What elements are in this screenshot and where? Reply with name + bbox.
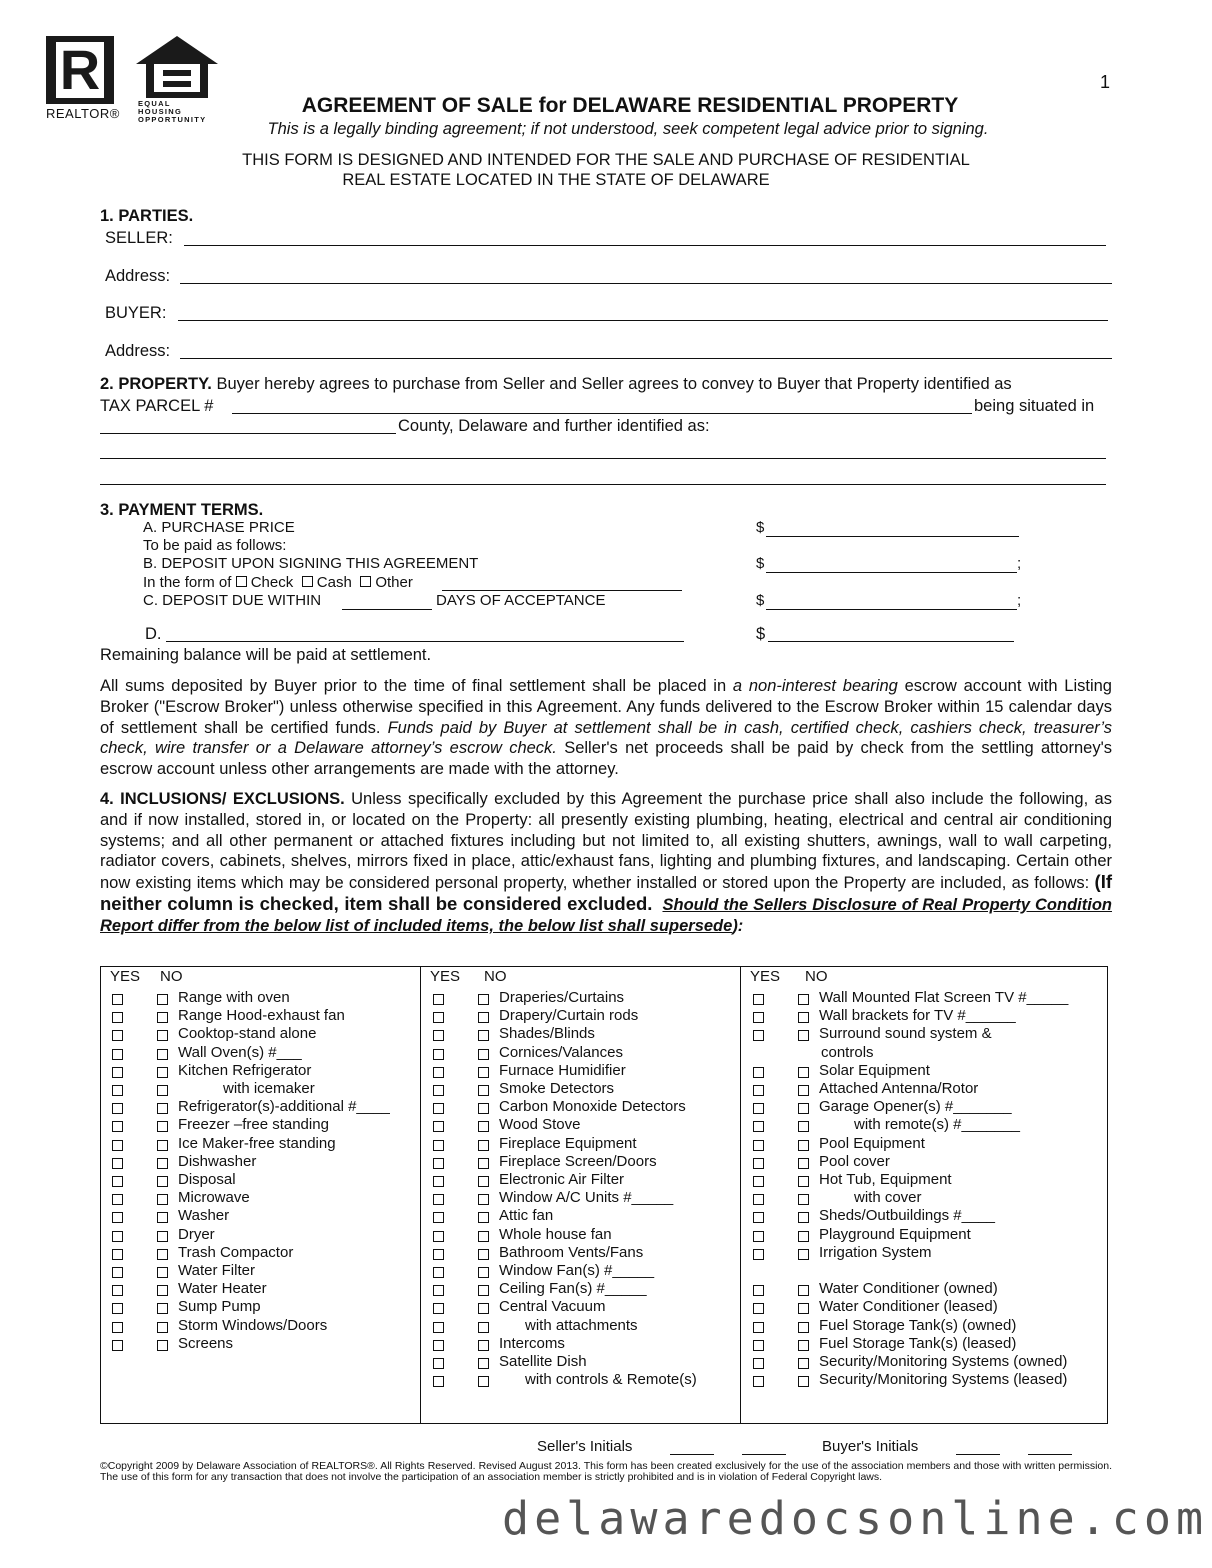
- inclusion-item-label: with icemaker: [223, 1080, 315, 1097]
- no-checkbox[interactable]: [157, 1231, 168, 1242]
- no-checkbox[interactable]: [478, 1140, 489, 1151]
- inclusion-item-label: Playground Equipment: [819, 1225, 971, 1243]
- cash-checkbox[interactable]: [302, 576, 313, 587]
- no-checkbox[interactable]: [478, 1249, 489, 1260]
- yes-checkbox[interactable]: [433, 1067, 444, 1078]
- inclusions-tail: ):: [732, 916, 744, 935]
- inclusion-item-label: Window Fan(s) #_____: [499, 1262, 655, 1279]
- yes-header: YES: [430, 968, 461, 985]
- yes-checkbox[interactable]: [112, 1231, 123, 1242]
- yes-checkbox[interactable]: [112, 1285, 123, 1296]
- yes-checkbox[interactable]: [112, 1322, 123, 1333]
- yes-checkbox[interactable]: [753, 1030, 764, 1041]
- no-checkbox[interactable]: [478, 1158, 489, 1169]
- situated-text: being situated in: [974, 397, 1095, 415]
- buyer-address-label: Address:: [105, 342, 171, 360]
- yes-checkbox[interactable]: [433, 1030, 444, 1041]
- no-checkbox[interactable]: [157, 1249, 168, 1260]
- no-checkbox[interactable]: [157, 1103, 168, 1114]
- inclusion-item-label: Water Filter: [178, 1262, 255, 1279]
- page-subtitle: This is a legally binding agreement; if not understood, seek competent legal advice prior to signing.: [267, 120, 989, 138]
- inclusions-supersede-note: Should the Sellers Disclosure of Real Property Condition Report differ from the below list of included items, the below list shall supersede: [100, 895, 1112, 935]
- yes-checkbox[interactable]: [753, 1340, 764, 1351]
- inclusion-item-label: Washer: [178, 1207, 230, 1225]
- inclusion-item-label: Whole house fan: [499, 1225, 612, 1243]
- yes-checkbox[interactable]: [112, 1085, 123, 1096]
- inclusion-item-label: Irrigation System: [819, 1243, 932, 1261]
- yes-checkbox[interactable]: [753, 1285, 764, 1296]
- purchase-price-label: A. PURCHASE PRICE: [143, 519, 295, 536]
- yes-checkbox[interactable]: [753, 1303, 764, 1314]
- no-checkbox[interactable]: [798, 994, 809, 1005]
- inclusion-item-label: Disposal: [178, 1171, 236, 1188]
- deposit-form-label: In the form of: [143, 574, 232, 591]
- inclusion-item-label: Sheds/Outbuildings #____: [819, 1207, 995, 1225]
- inclusion-item-label: Hot Tub, Equipment: [819, 1171, 952, 1188]
- item-d-dollar: $: [756, 625, 766, 643]
- yes-checkbox[interactable]: [433, 1376, 444, 1387]
- realtor-r-letter: R: [59, 38, 101, 101]
- yes-checkbox[interactable]: [753, 1231, 764, 1242]
- inclusion-item-label: Wood Stove: [499, 1116, 581, 1134]
- yes-header: YES: [750, 968, 781, 985]
- yes-checkbox[interactable]: [112, 1049, 123, 1060]
- no-checkbox[interactable]: [798, 1140, 809, 1151]
- inclusion-item-label: Attached Antenna/Rotor: [819, 1080, 979, 1097]
- inclusion-item-label: Shades/Blinds: [499, 1025, 595, 1043]
- no-checkbox[interactable]: [157, 1012, 168, 1023]
- tax-parcel-field[interactable]: [232, 413, 972, 414]
- no-checkbox[interactable]: [478, 1340, 489, 1351]
- yes-header: YES: [110, 968, 141, 985]
- page-title: AGREEMENT OF SALE for DELAWARE RESIDENTIAL PROPERTY: [301, 94, 959, 117]
- tax-parcel-label: TAX PARCEL #: [100, 397, 214, 415]
- inclusion-item-label: Water Conditioner (leased): [819, 1298, 998, 1316]
- no-checkbox[interactable]: [478, 1322, 489, 1333]
- item-d-field[interactable]: [166, 641, 684, 642]
- inclusion-item-label: Cooktop-stand alone: [178, 1025, 317, 1043]
- no-checkbox[interactable]: [157, 1340, 168, 1351]
- inclusion-item-label: Fireplace Equipment: [499, 1134, 637, 1152]
- seller-initials-field-2[interactable]: [742, 1454, 786, 1455]
- no-checkbox[interactable]: [157, 1121, 168, 1132]
- parties-heading: 1. PARTIES.: [100, 207, 194, 225]
- inclusion-item-label: Range Hood-exhaust fan: [178, 1007, 345, 1025]
- item-d-label: D.: [145, 625, 162, 643]
- yes-checkbox[interactable]: [433, 1212, 444, 1223]
- inclusion-item-label: Fuel Storage Tank(s) (owned): [819, 1316, 1017, 1334]
- no-checkbox[interactable]: [157, 1067, 168, 1078]
- yes-checkbox[interactable]: [433, 1012, 444, 1023]
- check-label: Check: [250, 574, 294, 591]
- inclusion-item-label: Storm Windows/Doors: [178, 1316, 328, 1334]
- yes-checkbox[interactable]: [753, 1121, 764, 1132]
- inclusion-item-label: Screens: [178, 1334, 234, 1352]
- no-checkbox[interactable]: [157, 1303, 168, 1314]
- no-checkbox[interactable]: [157, 1140, 168, 1151]
- yes-checkbox[interactable]: [433, 1340, 444, 1351]
- no-checkbox[interactable]: [798, 1285, 809, 1296]
- other-field[interactable]: [442, 590, 682, 591]
- yes-checkbox[interactable]: [753, 1249, 764, 1260]
- buyer-initials-field-1[interactable]: [956, 1454, 1000, 1455]
- yes-checkbox[interactable]: [433, 1103, 444, 1114]
- yes-checkbox[interactable]: [433, 1285, 444, 1296]
- no-checkbox[interactable]: [798, 1067, 809, 1078]
- property-intro: [100, 374, 1012, 394]
- property-text: Buyer hereby agrees to purchase from Seller and Seller agrees to convey to Buyer that Property identified as: [211, 375, 1012, 393]
- seller-field[interactable]: [184, 245, 1106, 246]
- design-notice-line-2: REAL ESTATE LOCATED IN THE STATE OF DELAWARE: [342, 171, 770, 189]
- escrow-italic-2: Funds paid by Buyer at settlement shall be in cash, certified check, cashiers check, treasurer’s check, wire transfer or a Delaware attorney’s escrow check.: [100, 718, 1112, 758]
- yes-checkbox[interactable]: [112, 1067, 123, 1078]
- yes-checkbox[interactable]: [433, 1267, 444, 1278]
- no-checkbox[interactable]: [478, 1376, 489, 1387]
- inclusion-item-label: with attachments: [525, 1316, 638, 1334]
- inclusion-item-label: Freezer –free standing: [178, 1116, 329, 1134]
- inclusion-item-label: Pool cover: [819, 1152, 890, 1170]
- deposit-due-semicolon: ;: [1017, 592, 1022, 609]
- property-heading: 2. PROPERTY.: [100, 375, 212, 393]
- inclusion-item-label: Bathroom Vents/Fans: [499, 1243, 644, 1261]
- deposit-due-dollar: $: [756, 592, 765, 609]
- yes-checkbox[interactable]: [433, 1121, 444, 1132]
- no-header: NO: [805, 968, 828, 985]
- yes-checkbox[interactable]: [753, 1176, 764, 1187]
- no-checkbox[interactable]: [478, 1085, 489, 1096]
- inclusion-item-label: Water Heater: [178, 1280, 267, 1298]
- escrow-text-2: escrow account with Listing Broker ("Escrow Broker") unless otherwise specified in this Agreement. Any funds delivered to the Escrow Broker within 15 calendar days of settlement shall be certified funds.: [100, 677, 1112, 737]
- no-checkbox[interactable]: [798, 1121, 809, 1132]
- no-checkbox[interactable]: [798, 1012, 809, 1023]
- inclusion-item-label: Ice Maker-free standing: [178, 1134, 336, 1152]
- inclusion-item-label: Security/Monitoring Systems (owned): [819, 1353, 1068, 1370]
- property-description-line-1[interactable]: [100, 458, 1106, 459]
- inclusions-text: Unless specifically excluded by this Agreement the purchase price shall also include the following, as and if now installed, stored in, or located on the Property: all presently existing plumbing, heating, electrical and central air conditioning systems; and all other permanent or attached fixtures including but not limited to, all existing shutters, awnings, wall to wall carpeting, radiator covers, cabinets, shelves, mirrors fixed in place, attic/exhaust fans, lighting and plumbing fixtures, and landscaping. Certain other now existing items which may be considered personal property, whether installed or stored upon the Property are included, as follows:: [100, 790, 1112, 893]
- no-checkbox[interactable]: [798, 1194, 809, 1205]
- no-checkbox[interactable]: [478, 1194, 489, 1205]
- inclusion-item-label: with cover: [854, 1189, 922, 1207]
- seller-label: SELLER:: [105, 229, 173, 247]
- yes-checkbox[interactable]: [753, 1085, 764, 1096]
- yes-checkbox[interactable]: [433, 1303, 444, 1314]
- yes-checkbox[interactable]: [433, 1358, 444, 1369]
- deposit-signing-label: B. DEPOSIT UPON SIGNING THIS AGREEMENT: [143, 555, 479, 572]
- yes-checkbox[interactable]: [112, 1212, 123, 1223]
- yes-checkbox[interactable]: [112, 1030, 123, 1041]
- inclusion-item-label: Satellite Dish: [499, 1353, 587, 1370]
- yes-checkbox[interactable]: [753, 1358, 764, 1369]
- no-checkbox[interactable]: [157, 1267, 168, 1278]
- no-checkbox[interactable]: [798, 1231, 809, 1242]
- no-checkbox[interactable]: [157, 1322, 168, 1333]
- yes-checkbox[interactable]: [433, 1140, 444, 1151]
- yes-checkbox[interactable]: [433, 1049, 444, 1060]
- inclusion-item-label: Central Vacuum: [499, 1298, 606, 1316]
- yes-checkbox[interactable]: [433, 1176, 444, 1187]
- county-field[interactable]: [100, 433, 396, 434]
- yes-checkbox[interactable]: [112, 1140, 123, 1151]
- yes-checkbox[interactable]: [433, 994, 444, 1005]
- escrow-paragraph: [100, 676, 1112, 780]
- inclusion-item-label: Range with oven: [178, 989, 290, 1006]
- inclusion-item-label: Cornices/Valances: [499, 1043, 623, 1061]
- yes-checkbox[interactable]: [112, 1249, 123, 1260]
- escrow-text-1: All sums deposited by Buyer prior to the time of final settlement shall be placed in: [100, 677, 733, 695]
- inclusion-item-label: Ceiling Fan(s) #_____: [499, 1280, 647, 1298]
- inclusion-item-label: Kitchen Refrigerator: [178, 1061, 312, 1079]
- inclusion-item-label: Intercoms: [499, 1334, 565, 1352]
- inclusion-item-label: Fuel Storage Tank(s) (leased): [819, 1334, 1017, 1352]
- yes-checkbox[interactable]: [112, 1340, 123, 1351]
- no-checkbox[interactable]: [478, 1303, 489, 1314]
- no-checkbox[interactable]: [798, 1212, 809, 1223]
- inclusion-item-label: with remote(s) #_______: [854, 1116, 1020, 1134]
- no-checkbox[interactable]: [478, 1067, 489, 1078]
- buyer-address-field[interactable]: [180, 358, 1112, 359]
- inclusions-table: [100, 966, 1108, 1424]
- cash-label: Cash: [316, 574, 352, 591]
- inclusion-item-label: Furnace Humidifier: [499, 1061, 626, 1079]
- seller-address-field[interactable]: [180, 283, 1112, 284]
- inclusion-item-label: Smoke Detectors: [499, 1080, 615, 1097]
- no-checkbox[interactable]: [157, 1085, 168, 1096]
- to-be-paid-label: To be paid as follows:: [143, 537, 287, 554]
- no-header: NO: [160, 968, 183, 985]
- no-checkbox[interactable]: [157, 1030, 168, 1041]
- table-column-2: [420, 967, 741, 1423]
- no-checkbox[interactable]: [798, 1303, 809, 1314]
- escrow-text-3: Seller's net proceeds shall be paid by check from the settling attorney's escrow account unless other arrangements are made with the attorney.: [100, 739, 1112, 779]
- sellers-initials-label: Seller's Initials: [537, 1438, 633, 1455]
- buyer-initials-field-2[interactable]: [1028, 1454, 1072, 1455]
- purchase-price-dollar: $: [756, 519, 765, 536]
- no-checkbox[interactable]: [798, 1176, 809, 1187]
- inclusion-item-label: Attic fan: [499, 1207, 554, 1225]
- inclusion-item-label: Dryer: [178, 1225, 215, 1243]
- inclusion-item-label: Solar Equipment: [819, 1061, 930, 1079]
- county-text: County, Delaware and further identified as:: [398, 417, 710, 435]
- inclusion-item-label: Fireplace Screen/Doors: [499, 1152, 657, 1170]
- yes-checkbox[interactable]: [753, 1194, 764, 1205]
- yes-checkbox[interactable]: [753, 1012, 764, 1023]
- inclusion-item-label: Draperies/Curtains: [499, 989, 625, 1006]
- yes-checkbox[interactable]: [112, 1103, 123, 1114]
- no-checkbox[interactable]: [798, 1158, 809, 1169]
- yes-checkbox[interactable]: [753, 1322, 764, 1333]
- no-checkbox[interactable]: [478, 1012, 489, 1023]
- buyer-label: BUYER:: [105, 304, 167, 322]
- yes-checkbox[interactable]: [753, 1067, 764, 1078]
- inclusion-item-label: Electronic Air Filter: [499, 1171, 625, 1188]
- no-checkbox[interactable]: [478, 1103, 489, 1114]
- equal-housing-house-icon: [134, 34, 220, 100]
- no-checkbox[interactable]: [478, 1030, 489, 1041]
- deposit-form-row: [143, 574, 413, 592]
- property-description-line-2[interactable]: [100, 484, 1106, 485]
- eho-line-1: EQUAL HOUSING: [138, 99, 183, 116]
- no-checkbox[interactable]: [798, 1358, 809, 1369]
- inclusions-paragraph: [100, 789, 1112, 937]
- eho-line-2: OPPORTUNITY: [138, 115, 207, 124]
- no-header: NO: [484, 968, 507, 985]
- no-checkbox[interactable]: [798, 1249, 809, 1260]
- deposit-due-days-field[interactable]: [342, 609, 432, 610]
- deposit-due-field[interactable]: [766, 609, 1017, 610]
- no-checkbox[interactable]: [478, 1176, 489, 1187]
- copyright-notice: ©Copyright 2009 by Delaware Association of REALTORS®. All Rights Reserved. Revised August 2013. This form has been created exclusively for the use of the association members and those with written permission. The use of this form for any transaction that does not involve the participation of an association member is strictly prohibited and is in violation of Federal Copyright laws.: [100, 1460, 1112, 1483]
- inclusion-item-label: Carbon Monoxide Detectors: [499, 1098, 686, 1116]
- purchase-price-field[interactable]: [766, 536, 1019, 537]
- inclusion-item-label: Garage Opener(s) #_______: [819, 1098, 1012, 1116]
- table-column-1: [101, 967, 421, 1423]
- no-checkbox[interactable]: [478, 1049, 489, 1060]
- no-checkbox[interactable]: [478, 1285, 489, 1296]
- yes-checkbox[interactable]: [433, 1158, 444, 1169]
- inclusion-item-label: Pool Equipment: [819, 1134, 925, 1152]
- no-checkbox[interactable]: [157, 1049, 168, 1060]
- other-label: Other: [375, 574, 413, 591]
- inclusion-item-label: Security/Monitoring Systems (leased): [819, 1371, 1068, 1389]
- check-checkbox[interactable]: [236, 576, 247, 587]
- no-checkbox[interactable]: [478, 1231, 489, 1242]
- yes-checkbox[interactable]: [433, 1322, 444, 1333]
- no-checkbox[interactable]: [798, 1322, 809, 1333]
- seller-address-label: Address:: [105, 267, 171, 285]
- no-checkbox[interactable]: [798, 1376, 809, 1387]
- table-column-3: [740, 967, 1107, 1423]
- inclusion-item-label: Refrigerator(s)-additional #____: [178, 1098, 390, 1116]
- yes-checkbox[interactable]: [433, 1085, 444, 1096]
- yes-checkbox[interactable]: [753, 1212, 764, 1223]
- deposit-signing-semicolon: ;: [1017, 555, 1022, 572]
- no-checkbox[interactable]: [157, 994, 168, 1005]
- yes-checkbox[interactable]: [433, 1249, 444, 1260]
- no-checkbox[interactable]: [478, 1358, 489, 1369]
- inclusion-item-label: with controls & Remote(s): [525, 1371, 697, 1389]
- no-checkbox[interactable]: [157, 1194, 168, 1205]
- yes-checkbox[interactable]: [753, 994, 764, 1005]
- deposit-signing-field[interactable]: [766, 572, 1017, 573]
- no-checkbox[interactable]: [478, 1121, 489, 1132]
- inclusion-item-label: Water Conditioner (owned): [819, 1280, 998, 1298]
- yes-checkbox[interactable]: [433, 1194, 444, 1205]
- inclusion-item-label: Wall Oven(s) #___: [178, 1043, 302, 1061]
- no-checkbox[interactable]: [157, 1158, 168, 1169]
- inclusions-bold-note: (If neither column is checked, item shall be considered excluded.: [100, 871, 1112, 914]
- no-checkbox[interactable]: [798, 1103, 809, 1114]
- inclusion-item-label: Window A/C Units #_____: [499, 1189, 674, 1207]
- buyers-initials-label: Buyer's Initials: [822, 1438, 919, 1455]
- inclusion-item-label: controls: [821, 1043, 874, 1061]
- inclusion-item-label: Dishwasher: [178, 1152, 257, 1170]
- no-checkbox[interactable]: [798, 1030, 809, 1041]
- remaining-balance-text: Remaining balance will be paid at settlement.: [100, 646, 432, 664]
- yes-checkbox[interactable]: [433, 1231, 444, 1242]
- no-checkbox[interactable]: [478, 994, 489, 1005]
- inclusion-item-label: Drapery/Curtain rods: [499, 1007, 639, 1025]
- buyer-field[interactable]: [178, 320, 1108, 321]
- yes-checkbox[interactable]: [753, 1158, 764, 1169]
- inclusion-item-label: Microwave: [178, 1189, 250, 1207]
- no-checkbox[interactable]: [798, 1340, 809, 1351]
- yes-checkbox[interactable]: [112, 1303, 123, 1314]
- no-checkbox[interactable]: [478, 1267, 489, 1278]
- no-checkbox[interactable]: [157, 1176, 168, 1187]
- escrow-italic-1: a non-interest bearing: [732, 677, 898, 695]
- page-number: 1: [1100, 72, 1111, 92]
- inclusion-item-label: Wall brackets for TV #______: [819, 1007, 1016, 1025]
- payment-heading: 3. PAYMENT TERMS.: [100, 501, 264, 519]
- no-checkbox[interactable]: [798, 1085, 809, 1096]
- site-watermark: delawaredocsonline.com: [502, 1492, 1209, 1545]
- no-checkbox[interactable]: [157, 1285, 168, 1296]
- deposit-signing-dollar: $: [756, 555, 765, 572]
- yes-checkbox[interactable]: [112, 1012, 123, 1023]
- inclusion-item-label: Trash Compactor: [178, 1243, 294, 1261]
- no-checkbox[interactable]: [157, 1212, 168, 1223]
- yes-checkbox[interactable]: [753, 1103, 764, 1114]
- yes-checkbox[interactable]: [112, 994, 123, 1005]
- realtor-logo-text: REALTOR®: [46, 106, 120, 121]
- yes-checkbox[interactable]: [753, 1140, 764, 1151]
- seller-initials-field-1[interactable]: [670, 1454, 714, 1455]
- deposit-due-label: C. DEPOSIT DUE WITHIN: [143, 592, 322, 609]
- yes-checkbox[interactable]: [112, 1158, 123, 1169]
- yes-checkbox[interactable]: [112, 1194, 123, 1205]
- inclusion-item-label: Wall Mounted Flat Screen TV #_____: [819, 989, 1069, 1006]
- inclusion-item-label: Sump Pump: [178, 1298, 261, 1316]
- no-checkbox[interactable]: [478, 1212, 489, 1223]
- yes-checkbox[interactable]: [753, 1376, 764, 1387]
- deposit-due-suffix: DAYS OF ACCEPTANCE: [436, 592, 606, 609]
- yes-checkbox[interactable]: [112, 1121, 123, 1132]
- item-d-amount-field[interactable]: [768, 641, 1014, 642]
- other-checkbox[interactable]: [360, 576, 371, 587]
- inclusion-item-label: Surround sound system &: [819, 1025, 992, 1043]
- design-notice-line-1: THIS FORM IS DESIGNED AND INTENDED FOR THE SALE AND PURCHASE OF RESIDENTIAL: [242, 151, 970, 169]
- inclusions-heading: 4. INCLUSIONS/ EXCLUSIONS.: [100, 790, 345, 808]
- yes-checkbox[interactable]: [112, 1176, 123, 1187]
- yes-checkbox[interactable]: [112, 1267, 123, 1278]
